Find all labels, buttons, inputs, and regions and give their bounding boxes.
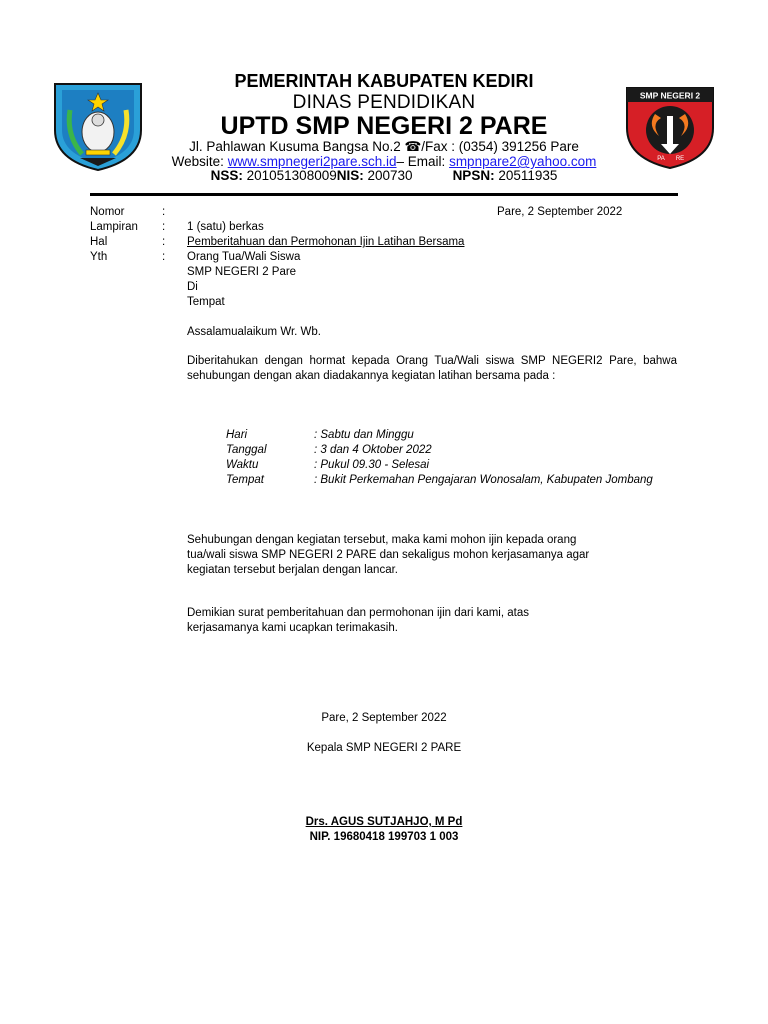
recipient-line: Di [187,281,198,293]
recipient-line: SMP NEGERI 2 Pare [187,266,297,278]
meta-row-yth [90,250,680,265]
npsn-label: NPSN: [452,168,499,183]
meta-row-hal [90,235,680,250]
letter-date: Pare, 2 September 2022 [497,206,623,218]
address-text: Jl. Pahlawan Kusuma Bangsa No.2 [189,139,405,154]
website-label: Website: [171,154,228,169]
schedule-row-date [226,443,676,458]
meta-value: Orang Tua/Wali Siswa [187,251,301,263]
meta-colon: : [162,251,166,263]
schedule-label: Hari [226,429,248,441]
meta-colon: : [162,221,166,233]
schedule-value: : Sabtu dan Minggu [314,429,414,441]
header-address [150,139,618,155]
header-contact [130,154,638,169]
meta-value: 1 (satu) berkas [187,221,264,233]
nis-label: NIS: [336,168,368,183]
phone-icon: ☎ [404,139,422,154]
header-government: PEMERINTAH KABUPATEN KEDIRI [234,71,534,91]
email-label: – Email: [396,154,450,169]
meta-subject: Pemberitahuan dan Permohonan Ijin Latihan Bersama [187,236,465,248]
header-divider [90,193,678,196]
signature-nip: NIP. 19680418 199703 1 003 [309,831,459,843]
schedule-label: Tanggal [226,444,267,456]
signature-position: Kepala SMP NEGERI 2 PARE [306,742,462,754]
schedule-value: : Pukul 09.30 - Selesai [314,459,430,471]
meta-colon: : [162,206,166,218]
header-ids [150,168,618,183]
nss-label: NSS: [210,168,247,183]
meta-label: Hal [90,236,108,248]
greeting: Assalamualaikum Wr. Wb. [187,326,321,338]
schedule-row-day [226,428,676,443]
meta-colon: : [162,236,166,248]
paragraph-closing-line: Demikian surat pemberitahuan dan permohonan ijin dari kami, atas [187,607,529,619]
recipient-line: Tempat [187,296,225,308]
meta-row-nomor [90,205,680,220]
meta-label: Lampiran [90,221,138,233]
paragraph-closing-line: kerjasamanya kami ucapkan terimakasih. [187,622,398,634]
header-school-name: UPTD SMP NEGERI 2 PARE [220,112,548,140]
logo-letter-right: RE [675,156,685,162]
header-department: DINAS PENDIDIKAN [292,92,476,113]
nis-value: 200730 [367,168,413,183]
fax-text: /Fax : (0354) 391256 Pare [421,139,579,154]
schedule-value: : 3 dan 4 Oktober 2022 [314,444,432,456]
smp-negeri-2-logo [625,84,715,170]
logo-title-text: SMP NEGERI 2 [639,90,701,101]
signature-name: Drs. AGUS SUTJAHJO, M Pd [305,816,463,828]
meta-row-lampiran [90,220,680,235]
signature-place-date: Pare, 2 September 2022 [321,712,447,724]
schedule-label: Tempat [226,474,264,486]
paragraph-request-line: tua/wali siswa SMP NEGERI 2 PARE dan sekaligus mohon kerjasamanya agar [187,549,590,561]
meta-label: Nomor [90,206,125,218]
logo-letter-left: PA [657,156,665,162]
schedule-row-time [226,458,676,473]
website-link[interactable]: www.smpnegeri2pare.sch.id [227,154,397,169]
schedule-value: : Bukit Perkemahan Pengajaran Wonosalam, Kabupaten Jombang [314,474,653,486]
schedule-label: Waktu [226,459,259,471]
paragraph-intro: Diberitahukan dengan hormat kepada Orang Tua/Wali siswa SMP NEGERI2 Pare, bahwa sehubungan dengan akan diadakannya kegiatan latihan bersama pada : [187,355,677,382]
schedule-row-place [226,473,676,503]
nss-value: 201051308009 [246,168,337,183]
email-link[interactable]: smpnpare2@yahoo.com [449,154,597,169]
paragraph-request-line: Sehubungan dengan kegiatan tersebut, maka kami mohon ijin kepada orang [187,534,577,546]
paragraph-request-line: kegiatan tersebut berjalan dengan lancar. [187,564,398,576]
npsn-value: 20511935 [498,168,558,183]
meta-label: Yth [90,251,108,263]
